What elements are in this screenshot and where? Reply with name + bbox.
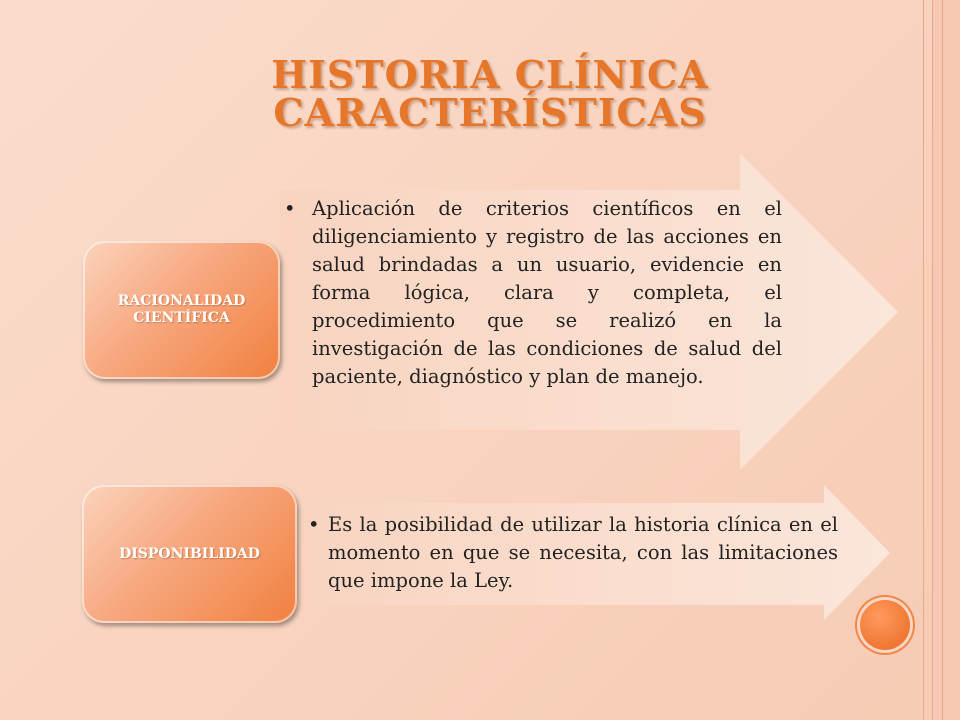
description-disponibilidad [308,511,838,595]
description-text-racionalidad: Aplicación de criterios científicos en el diligenciamiento y registro de las acciones en salud brindadas a un usuario, evidencie en forma lógica, clara y completa, el procedimiento que se realizó en la investigación de las condiciones de salud del paciente, diagnóstico y plan de manejo. [312,197,782,388]
bullet-icon: • [308,513,320,536]
decorative-circle [857,597,913,653]
label-racionalidad: RACIONALIDAD CIENTÍFICA [117,293,246,326]
slide-title-line-1: HISTORIA CLÍNICA [271,52,709,97]
label-disponibilidad: DISPONIBILIDAD [119,545,260,562]
label-box-racionalidad [83,241,280,379]
description-racionalidad [284,195,782,391]
description-text-disponibilidad: Es la posibilidad de utilizar la historia clínica en el momento en que se necesita, con las limitaciones que impone la Ley. [328,513,838,592]
label-box-disponibilidad [82,485,297,623]
slide-title-line-2: CARACTERÍSTICAS [273,90,707,135]
bullet-icon: • [284,197,296,220]
